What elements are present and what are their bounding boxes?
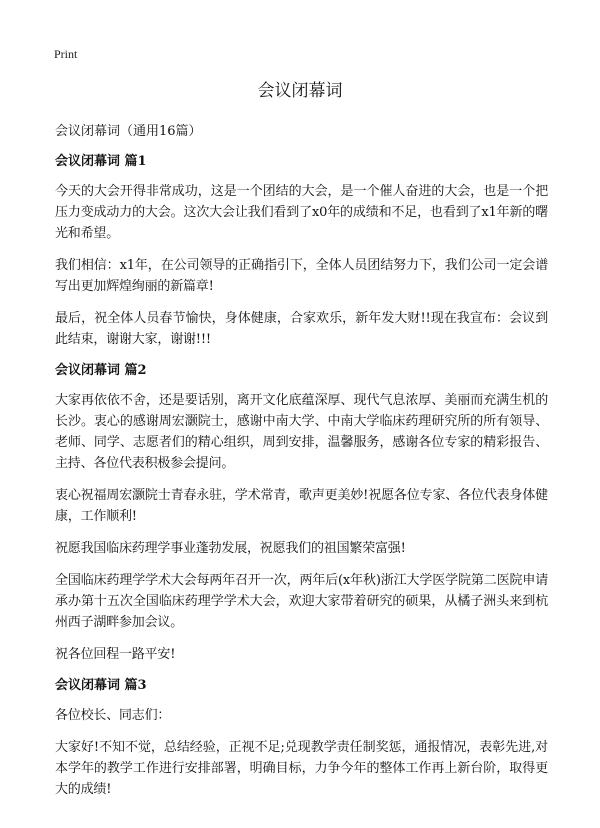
paragraph: 最后，祝全体人员春节愉快，身体健康，合家欢乐，新年发大财!!现在我宣布：会议到此结束，谢谢大家，谢谢!!! [55, 311, 548, 347]
print-link[interactable]: Print [54, 47, 78, 61]
page-title: 会议闭幕词 [257, 81, 343, 101]
paragraph: 全国临床药理学学术大会每两年召开一次，两年后(x年秋)浙江大学医学院第二医院申请承办第十五次全国临床药理学学术大会，欢迎大家带着研究的硕果，从橘子洲头来到杭州西子湖畔参加会议。 [55, 573, 548, 630]
paragraph: 大家好!不知不觉，总结经验，正视不足;兑现教学责任制奖惩，通报情况，表彰先进,对本学年的教学工作进行安排部署，明确目标，力争今年的整体工作再上新台阶，取得更大的成绩! [55, 740, 548, 797]
section-heading: 会议闭幕词 篇3 [55, 678, 147, 693]
paragraph: 我们相信：x1年，在公司领导的正确指引下，全体人员团结努力下，我们公司一定会谱写出更加辉煌绚丽的新篇章! [55, 258, 548, 294]
section-3 [55, 676, 548, 800]
document-subtitle: 会议闭幕词（通用16篇） [55, 124, 202, 139]
paragraph: 今天的大会开得非常成功，这是一个团结的大会，是一个催人奋进的大会，也是一个把压力变成动力的大会。这次大会让我们看到了x0年的成绩和不足，也看到了x1年新的曙光和希望。 [55, 184, 548, 241]
paragraph: 各位校长、同志们： [55, 708, 171, 723]
paragraph: 衷心祝福周宏灏院士青春永驻，学术常青，歌声更美妙!祝愿各位专家、各位代表身体健康，工作顺利! [55, 488, 548, 524]
section-heading: 会议闭幕词 篇2 [55, 363, 147, 378]
paragraph: 祝愿我国临床药理学事业蓬勃发展，祝愿我们的祖国繁荣富强! [55, 541, 406, 556]
section-heading: 会议闭幕词 篇1 [55, 154, 147, 169]
section-2 [55, 361, 548, 665]
document-body [55, 121, 548, 811]
paragraph: 大家再依依不舍，还是要话别，离开文化底蕴深厚、现代气息浓厚、美丽而充满生机的长沙。衷心的感谢周宏灏院士，感谢中南大学、中南大学临床药理研究所的所有领导、老师、同学、志愿者们的精心组织，周到安排，温馨服务，感谢各位专家的精彩报告、主持、各位代表积极参会提问。 [55, 393, 548, 471]
section-1 [55, 152, 548, 350]
paragraph: 祝各位回程一路平安! [55, 647, 176, 662]
